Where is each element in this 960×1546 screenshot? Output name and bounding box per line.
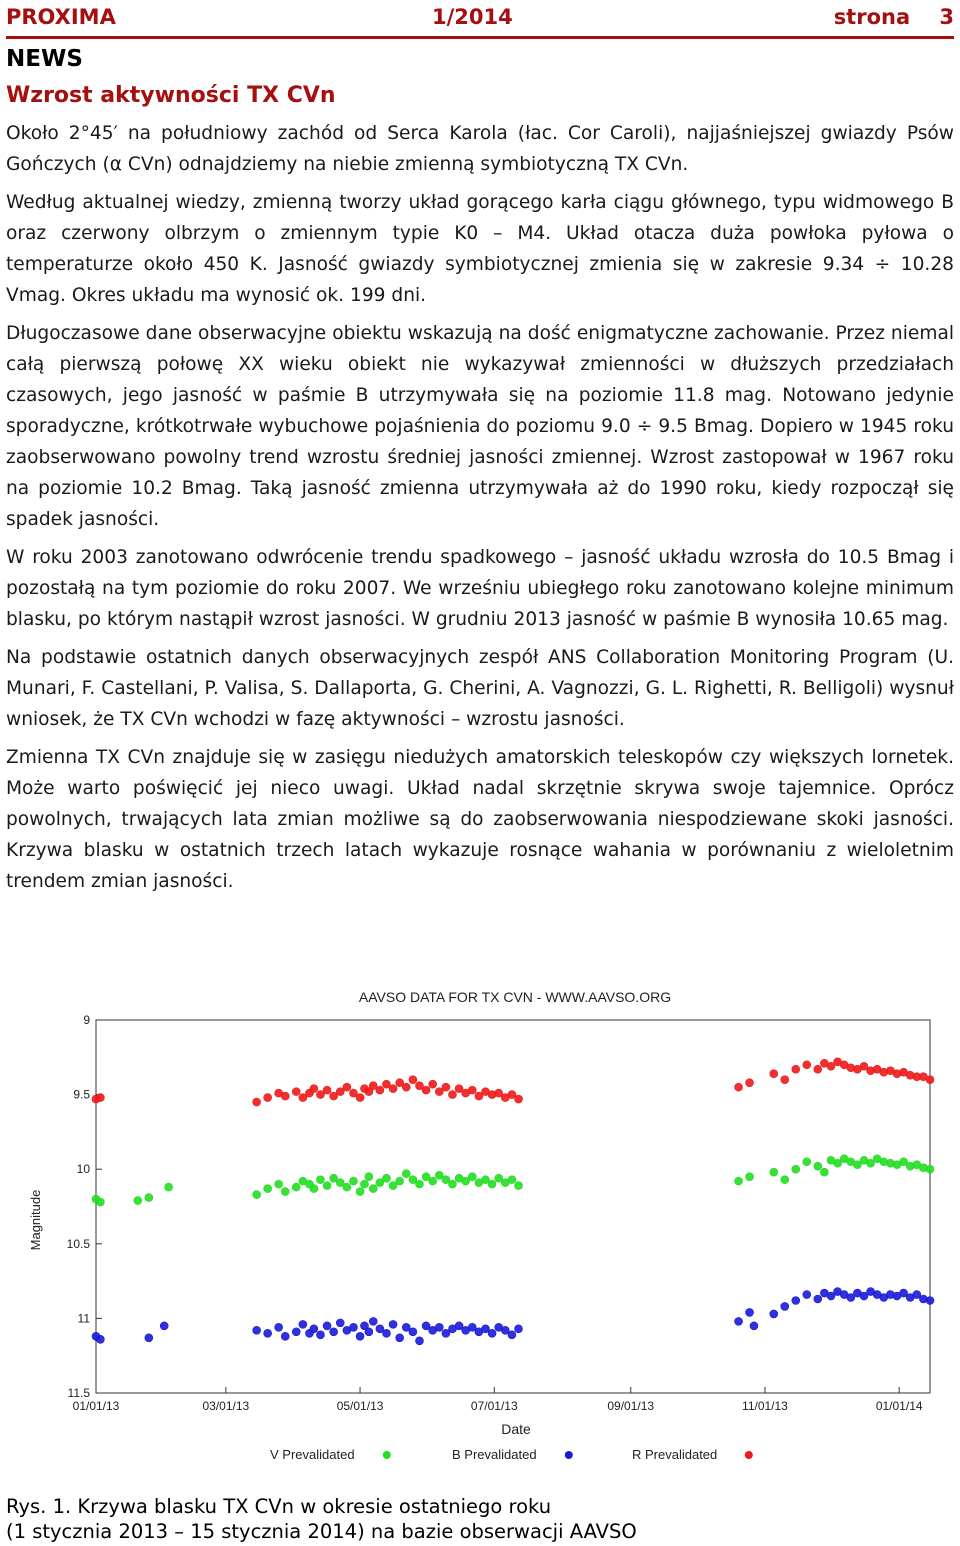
data-point [803,1061,811,1069]
data-point [792,1065,800,1073]
data-point [926,1296,934,1304]
figure-caption [6,1494,637,1544]
data-point [382,1174,390,1182]
data-point [770,1070,778,1078]
data-point [310,1325,318,1333]
data-point [349,1177,357,1185]
data-point [253,1326,261,1334]
data-point [792,1165,800,1173]
data-point [281,1188,289,1196]
data-point [292,1183,300,1191]
paragraph: Zmienna TX CVn znajduje się w zasięgu niedużych amatorskich teleskopów czy większych lornetek. Może warto poświęcić jej nieco uwagi. Układ nadal skrzętnie skrywa swoje tajemnice. Oprócz powolnych, trwających lata zmian możliwe są do zaobserwowania niespodziewane skoki jasności. Krzywa blasku w ostatnich trzech latach wykazuje rosnące wahania w porównaniu z wieloletnim trendem zmian jasności. [6,747,954,892]
x-tick-label: 01/01/14 [875,1399,923,1413]
data-point [160,1322,168,1330]
data-point [382,1329,390,1337]
data-point [926,1076,934,1084]
paragraph: W roku 2003 zanotowano odwrócenie trendu spadkowego – jasność układu wzrosła do 10.5 Bmag i pozostałą na tym poziomie do roku 2007. We wrześniu ubiegłego roku zanotowano kolejne minimum blasku, po którym nastąpił wzrost jasności. W grudniu 2013 jasność w paśmie B wynosiła 10.65 mag. [6,547,954,630]
data-point [409,1076,417,1084]
data-point [781,1076,789,1084]
data-point [735,1083,743,1091]
data-point [316,1331,324,1339]
y-tick-label: 11 [77,1311,90,1326]
data-point [515,1095,523,1103]
legend-label: B Prevalidated [452,1447,537,1462]
data-point [746,1173,754,1181]
x-axis-label: Date [501,1421,531,1437]
data-point [356,1188,364,1196]
data-point [343,1183,351,1191]
data-point [770,1310,778,1318]
data-point [735,1317,743,1325]
y-tick-label: 9.5 [73,1087,90,1102]
data-point [820,1168,828,1176]
data-point [468,1086,476,1094]
data-point [96,1094,104,1102]
data-point [415,1337,423,1345]
y-tick-label: 10.5 [66,1236,90,1251]
x-tick-label: 09/01/13 [607,1399,655,1413]
data-point [746,1079,754,1087]
data-point [389,1320,397,1328]
data-point [415,1180,423,1188]
data-point [281,1092,289,1100]
x-tick-label: 05/01/13 [336,1399,384,1413]
paragraph: Na podstawie ostatnich danych obserwacyjnych zespół ANS Collaboration Monitoring Program (U. Munari, F. Castellani, P. Valisa, S. Dallaporta, G. Cherini, A. Vagnozzi, G. L. Righetti, R. Belligoli) wysnuł wniosek, że TX CVn wchodzi w fazę aktywności – wzrostu jasności. [6,647,954,730]
data-point [448,1180,456,1188]
x-tick-label: 01/01/13 [72,1399,120,1413]
data-point [165,1183,173,1191]
data-point [389,1085,397,1093]
data-point [343,1083,351,1091]
data-point [814,1065,822,1073]
data-point [488,1180,496,1188]
data-point [409,1328,417,1336]
data-point [253,1098,261,1106]
data-point [275,1180,283,1188]
data-point [781,1302,789,1310]
data-point [369,1185,377,1193]
data-point [310,1085,318,1093]
data-point [750,1322,758,1330]
y-tick-label: 9 [83,1013,90,1027]
y-axis-label: Magnitude [28,1189,43,1251]
data-point [356,1332,364,1340]
data-point [442,1083,450,1091]
legend-label: R Prevalidated [632,1447,718,1462]
data-point [330,1328,338,1336]
data-point [323,1086,331,1094]
paragraph: Około 2°45′ na południowy zachód od Serca Karola (łac. Cor Caroli), najjaśniejszej gwiazdy Psów Gończych (α CVn) odnajdziemy na niebie zmienną symbiotyczną TX CVn. [6,123,954,175]
data-point [803,1158,811,1166]
section-heading: NEWS [6,46,83,72]
data-point [488,1329,496,1337]
data-point [508,1331,516,1339]
data-point [299,1320,307,1328]
y-tick-label: 10 [76,1162,90,1177]
x-tick-label: 11/01/13 [742,1399,788,1413]
plot-area [67,1013,934,1413]
legend-marker [745,1451,753,1459]
data-point [349,1323,357,1331]
caption-line: (1 stycznia 2013 – 15 stycznia 2014) na bazie obserwacji AAVSO [6,1520,637,1543]
data-point [145,1194,153,1202]
page-number: strona 3 [833,5,954,29]
data-point [360,1180,368,1188]
data-point [396,1177,404,1185]
data-point [803,1291,811,1299]
x-tick-label: 03/01/13 [202,1399,250,1413]
data-point [253,1191,261,1199]
caption-line: Rys. 1. Krzywa blasku TX CVn w okresie ostatniego roku [6,1495,552,1518]
data-point [316,1176,324,1184]
data-point [422,1086,430,1094]
data-point [323,1182,331,1190]
data-point [814,1162,822,1170]
data-point [292,1328,300,1336]
data-point [515,1182,523,1190]
data-point [429,1080,437,1088]
data-point [396,1334,404,1342]
legend-marker [383,1451,391,1459]
data-point [781,1176,789,1184]
data-point [264,1329,272,1337]
article-body [6,118,954,904]
paragraph: Długoczasowe dane obserwacyjne obiektu wskazują na dość enigmatyczne zachowanie. Przez niemal całą pierwszą połowę XX wieku obiekt nie wykazywał zmienności w dłuższych przedziałach czasowych, jego jasność w paśmie B utrzymywała się na poziomie 11.8 mag. Notowano jedynie sporadyczne, krótkotrwałe wybuchowe pojaśnienia do poziomu 9.0 ÷ 9.5 Bmag. Dopiero w 1945 roku zaobserwowano powolny trend wzrostu średniej jasności zmiennej. Wzrost zastopował w 1967 roku na poziomie 10.2 Bmag. Taką jasność zmienna utrzymywała aż do 1990 roku, kiedy rozpoczął się spadek jasności. [6,323,954,530]
data-point [435,1323,443,1331]
data-point [134,1197,142,1205]
series-r [92,1058,934,1106]
article-title: Wzrost aktywności TX CVn [6,83,336,108]
data-point [814,1295,822,1303]
data-point [96,1335,104,1343]
data-point [792,1296,800,1304]
data-point [145,1334,153,1342]
data-point [369,1317,377,1325]
data-point [356,1094,364,1102]
data-point [926,1165,934,1173]
data-point [515,1325,523,1333]
y-axis-label-group [28,1190,43,1251]
data-point [402,1083,410,1091]
y-tick-label: 11.5 [67,1386,90,1400]
data-point [376,1086,384,1094]
chart-title: AAVSO DATA FOR TX CVN - WWW.AAVSO.ORG [358,989,672,1005]
data-point [281,1332,289,1340]
data-point [448,1091,456,1099]
data-point [508,1176,516,1184]
data-point [323,1322,331,1330]
light-curve-chart [20,975,950,1475]
data-point [468,1173,476,1181]
series-v [92,1155,934,1206]
data-point [96,1198,104,1206]
data-point [402,1170,410,1178]
data-point [429,1177,437,1185]
paragraph: Według aktualnej wiedzy, zmienną tworzy układ gorącego karła ciągu głównego, typu widmowego B oraz czerwony olbrzym o zmiennym typie K0 – M4. Układ otacza duża powłoka pyłowa o temperaturze około 450 K. Jasność gwiazdy symbiotycznej zmienia się w zakresie 9.34 ÷ 10.28 Vmag. Okres układu ma wynosić ok. 199 dni. [6,192,954,306]
data-point [746,1308,754,1316]
data-point [365,1328,373,1336]
data-point [770,1168,778,1176]
legend-label: V Prevalidated [270,1447,355,1462]
data-point [735,1177,743,1185]
page-header [6,2,954,39]
data-point [336,1319,344,1327]
journal-name: PROXIMA [6,5,116,29]
data-point [365,1173,373,1181]
issue-number: 1/2014 [432,5,513,29]
data-point [264,1094,272,1102]
chart-legend [270,1447,753,1462]
data-point [264,1185,272,1193]
legend-marker [565,1451,573,1459]
series-b [92,1288,934,1345]
data-point [310,1185,318,1193]
data-point [275,1323,283,1331]
x-tick-label: 07/01/13 [470,1399,518,1413]
data-point [292,1088,300,1096]
